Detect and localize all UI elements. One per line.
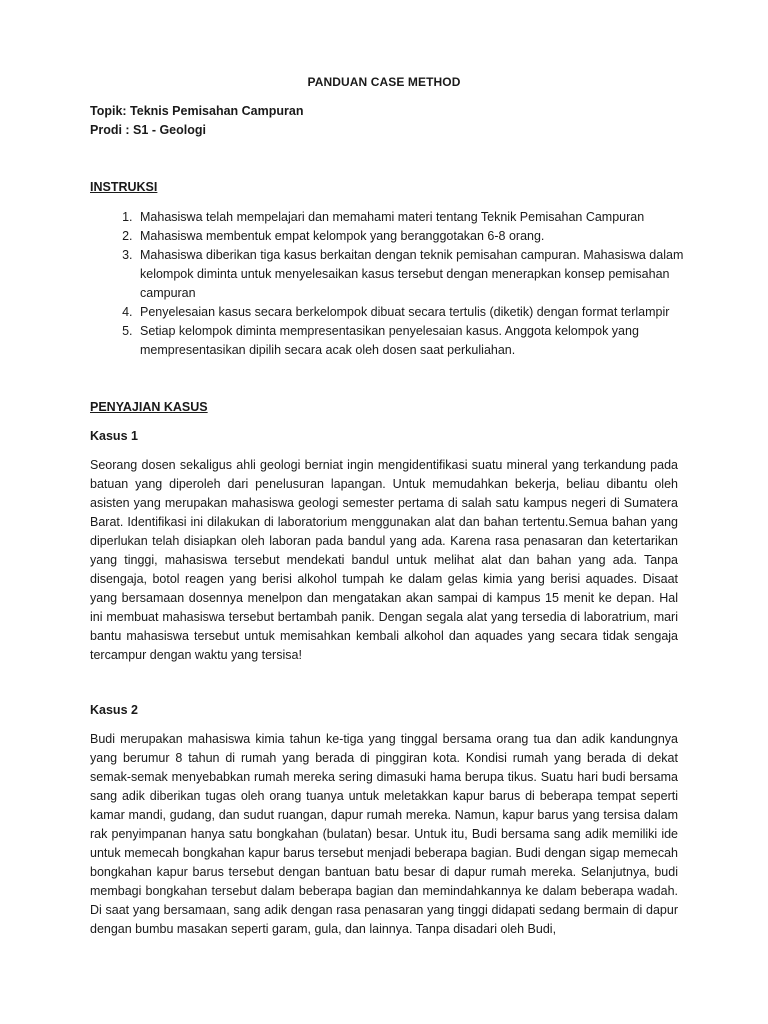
prodi-line: Prodi : S1 - Geologi	[90, 123, 206, 137]
instructions-list	[90, 208, 726, 360]
instruction-item: 2. Mahasiswa membentuk empat kelompok yang beranggotakan 6-8 orang.	[136, 227, 726, 246]
case2-text: Budi merupakan mahasiswa kimia tahun ke-tiga yang tinggal bersama orang tua dan adik kandungnya yang berumur 8 tahun di rumah yang berada di pinggiran kota. Kondisi rumah yang berada di dekat semak-semak menyebabkan rumah mereka sering dimasuki hama berupa tikus. Suatu hari budi bersama sang adik diberikan tugas oleh orang tuanya untuk meletakkan kapur barus di beberapa tempat seperti kamar mandi, gudang, dan sudut ruangan, dapur rumah mereka. Namun, kapur barus yang tersisa dalam rak penyimpanan hanya satu bongkahan (bulatan) besar. Untuk itu, Budi bersama sang adik memiliki ide untuk memecah bongkahan kapur barus tersebut menjadi beberapa bagian. Budi dengan sigap memecah bongkahan kapur barus tersebut dengan bantuan batu besar di dapur rumah mereka. Selanjutnya, budi membagi bongkahan tersebut dalam beberapa bagian dan memindahkannya ke dalam beberapa wadah. Di saat yang bersamaan, sang adik dengan rasa penasaran yang tinggi didapati sedang bermain di dapur dengan bumbu masakan seperti garam, gula, dan lainnya. Tanpa disadari oleh Budi,	[90, 732, 678, 937]
instruction-item: 1. Mahasiswa telah mempelajari dan memahami materi tentang Teknik Pemisahan Campuran	[136, 208, 726, 227]
document-title: PANDUAN CASE METHOD	[307, 75, 461, 89]
cases-heading: PENYAJIAN KASUS	[90, 400, 208, 414]
case1-text: Seorang dosen sekaligus ahli geologi berniat ingin mengidentifikasi suatu mineral yang terkandung pada batuan yang diperoleh dari penelusuran lapangan. Untuk memudahkan bekerja, beliau dibantu oleh asisten yang merupakan mahasiswa geologi semester pertama di salah satu kampus negeri di Sumatera Barat. Identifikasi ini dilakukan di laboratorium menggunakan alat dan bahan tertentu.Semua bahan yang diperlukan telah disiapkan oleh laboran pada bandul yang ada. Karena rasa penasaran dan ketertarikan yang tinggi, mahasiswa tersebut mendekati bandul untuk melihat alat dan bahan yang ada. Tanpa disengaja, botol reagen yang berisi alkohol tumpah ke dalam gelas kimia yang berisi aquades. Disaat yang bersamaan dosennya menelpon dan mengatakan akan sampai di kampus 15 menit ke depan. Hal ini membuat mahasiswa tersebut bertambah panik. Dengan segala alat yang tersedia di laboratrium, mari bantu mahasiswa tersebut untuk memisahkan kembali alkohol dan aquades yang secara tidak sengaja tercampur dengan waktu yang tersisa!	[90, 458, 678, 663]
case2-title: Kasus 2	[90, 703, 138, 717]
instruction-item: 4. Penyelesaian kasus secara berkelompok dibuat secara tertulis (diketik) dengan format terlampir	[136, 303, 726, 322]
case1-title: Kasus 1	[90, 429, 138, 443]
instruction-item: 3. Mahasiswa diberikan tiga kasus berkaitan dengan teknik pemisahan campuran. Mahasiswa dalam kelompok diminta untuk menyelesaikan kasus tersebut dengan menerapkan konsep pemisahan campuran	[136, 246, 726, 303]
instruction-item: 5. Setiap kelompok diminta mempresentasikan penyelesaian kasus. Anggota kelompok yang mempresentasikan dipilih secara acak oleh dosen saat perkuliahan.	[136, 322, 726, 360]
topic-line: Topik: Teknis Pemisahan Campuran	[90, 104, 304, 118]
instructions-heading: INSTRUKSI	[90, 180, 158, 194]
